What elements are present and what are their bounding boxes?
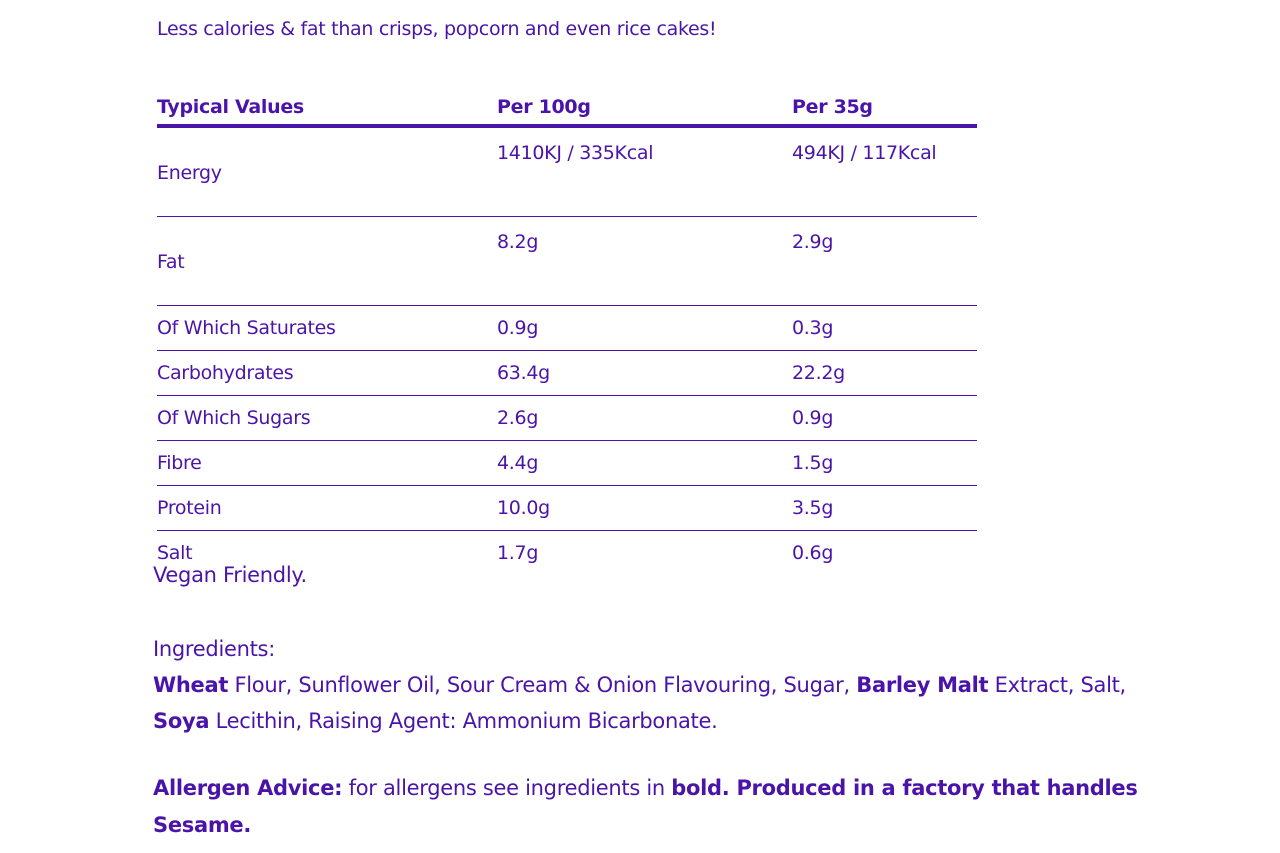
per-100g-value: 2.6g xyxy=(497,396,792,441)
ingredients-text: Flour, Sunflower Oil, Sour Cream & Onion Flavouring, Sugar, xyxy=(228,673,857,697)
per-100g-value: 63.4g xyxy=(497,351,792,396)
table-row xyxy=(157,351,977,396)
allergen-soya: Soya xyxy=(153,709,210,733)
allergen-advice-text: for allergens see ingredients in xyxy=(342,776,672,800)
nutrient-name: Of Which Sugars xyxy=(157,396,497,441)
intro-text: Less calories & fat than crisps, popcorn and even rice cakes! xyxy=(157,18,717,40)
nutrient-name: Protein xyxy=(157,486,497,531)
table-row xyxy=(157,486,977,531)
allergen-bold-word: bold xyxy=(671,776,722,800)
allergen-wheat: Wheat xyxy=(153,673,229,697)
ingredients-text: Lecithin, Raising Agent: Ammonium Bicarbonate. xyxy=(209,709,718,733)
per-100g-value: 1.7g xyxy=(497,542,539,564)
per-100g-value: 8.2g xyxy=(497,217,792,306)
ingredients-text: Extract, Salt, xyxy=(988,673,1126,697)
allergen-factory-note: . Produced in a factory that handles Sesame. xyxy=(153,776,1138,837)
nutrition-table xyxy=(157,90,977,575)
allergen-advice xyxy=(153,770,1153,844)
header-per-100g: Per 100g xyxy=(497,90,792,126)
per-35g-value: 0.9g xyxy=(792,396,977,441)
per-100g-value: 1410KJ / 335Kcal xyxy=(497,126,792,217)
table-row xyxy=(157,126,977,217)
table-row xyxy=(157,217,977,306)
ingredients-label: Ingredients: xyxy=(153,637,275,661)
nutrient-name: Salt xyxy=(157,542,193,564)
per-35g-value: 0.3g xyxy=(792,306,977,351)
per-35g-value: 1.5g xyxy=(792,441,977,486)
header-typical-values: Typical Values xyxy=(157,90,497,126)
allergen-barley-malt: Barley Malt xyxy=(856,673,989,697)
per-100g-value: 10.0g xyxy=(497,486,792,531)
per-100g-value: 4.4g xyxy=(497,441,792,486)
nutrient-name: Carbohydrates xyxy=(157,351,497,396)
per-100g-value: 0.9g xyxy=(497,306,792,351)
per-35g-value: 2.9g xyxy=(792,217,977,306)
table-row xyxy=(157,441,977,486)
per-35g-value: 22.2g xyxy=(792,351,977,396)
nutrient-name: Of Which Saturates xyxy=(157,306,497,351)
table-row xyxy=(157,396,977,441)
table-row xyxy=(157,306,977,351)
allergen-advice-label: Allergen Advice: xyxy=(153,776,343,800)
nutrient-name: Energy xyxy=(157,126,497,217)
per-35g-value: 494KJ / 117Kcal xyxy=(792,126,977,217)
vegan-friendly-text: Vegan Friendly. xyxy=(153,563,307,587)
ingredients-section xyxy=(153,631,1153,739)
header-per-35g: Per 35g xyxy=(792,90,977,126)
per-35g-value: 3.5g xyxy=(792,486,977,531)
nutrient-name: Fibre xyxy=(157,441,497,486)
nutrient-name: Fat xyxy=(157,217,497,306)
table-header-row xyxy=(157,90,977,126)
per-35g-value: 0.6g xyxy=(792,542,834,564)
